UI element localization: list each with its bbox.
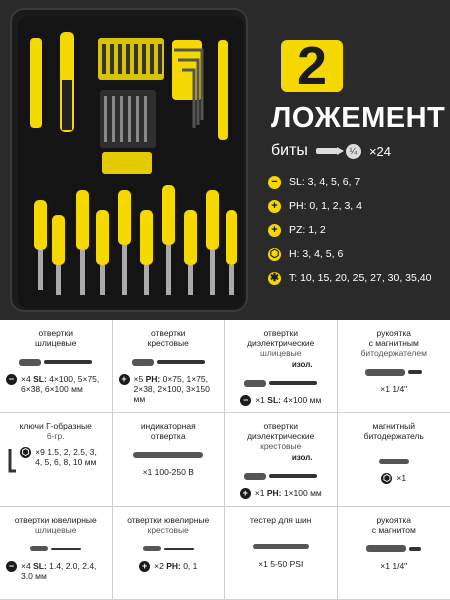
cell-title: тестер для шин	[249, 514, 312, 525]
qty: ×9	[35, 447, 45, 458]
spec-value: 1.5, 2, 2.5, 3, 4, 5, 6, 8, 10 мм	[35, 447, 97, 468]
spec-value: ×1 1/4"	[380, 384, 408, 394]
minus-icon: −	[240, 395, 251, 406]
cell-spec	[6, 374, 106, 394]
cell-spec	[119, 467, 219, 477]
handle-image	[344, 362, 445, 382]
cell-dielectric-phillips	[225, 413, 338, 506]
cell-title: индикаторная	[140, 421, 196, 432]
cell-magnetic-bit-handle	[338, 320, 450, 413]
tool-case-image	[10, 8, 248, 312]
cell-precision-phillips	[113, 507, 226, 600]
bit-type-text: PH: 0, 1, 2, 3, 4	[289, 200, 362, 212]
spec-value: 0, 1	[183, 560, 198, 571]
cell-title: рукоятка	[376, 328, 412, 338]
cell-subtitle: крестовые	[147, 524, 189, 535]
cell-title: ключи Г-образные	[19, 421, 92, 432]
cell-subtitle: шлицевые	[35, 524, 77, 535]
qty: ×4	[21, 560, 31, 571]
tool-case-illustration	[12, 10, 250, 314]
plus-icon: +	[268, 224, 281, 237]
bit-type-sl	[268, 176, 448, 189]
spec-value: ×1 1/4"	[380, 560, 408, 571]
cell-title: рукоятка	[376, 514, 412, 525]
cell-phillips-screwdrivers	[113, 320, 226, 413]
cell-title: с магнитом	[371, 524, 416, 535]
plus-icon: +	[240, 488, 251, 499]
cell-title: отвертки ювелирные	[127, 514, 210, 525]
cell-title: битодержатель	[363, 431, 424, 442]
spec-value: 1×100 мм	[283, 488, 322, 499]
spec-value: ×1 100-250 В	[142, 467, 194, 478]
bit-type-text: T: 10, 15, 20, 25, 27, 30, 35,40	[289, 272, 432, 284]
plus-icon: +	[268, 200, 281, 213]
section-number-badge: 2	[281, 40, 343, 92]
cell-spec	[231, 395, 331, 406]
spec-key: PH:	[266, 488, 282, 499]
screwdriver-image	[231, 373, 331, 393]
cell-spec	[6, 447, 106, 475]
insulated-label: изол.	[291, 360, 313, 369]
cell-title: отвертки	[38, 328, 73, 338]
cell-title: отвертки	[263, 421, 298, 432]
cell-tire-gauge	[225, 507, 338, 600]
cell-subtitle: 6-гр.	[46, 431, 65, 442]
spec-key: SL:	[267, 395, 281, 405]
spec-value: 4×100, 5×75, 6×38, 6×100 мм	[21, 374, 100, 394]
cell-spec	[6, 561, 106, 581]
bit-type-t	[268, 272, 448, 285]
precision-screwdriver-image	[119, 539, 219, 559]
bit-type-text: SL: 3, 4, 5, 6, 7	[289, 176, 361, 188]
cell-title: диэлектрические	[247, 338, 315, 348]
qty: ×1	[254, 488, 265, 499]
cell-title: отвертки	[263, 328, 298, 338]
section-title: ЛОЖЕМЕНТ	[271, 102, 446, 134]
cell-precision-slotted	[0, 507, 113, 600]
cell-title: магнитный	[372, 421, 416, 432]
cell-voltage-tester	[113, 413, 226, 506]
plus-icon: +	[139, 561, 150, 572]
cell-title: крестовые	[147, 338, 189, 348]
cell-spec	[231, 559, 331, 569]
spec-key: PH:	[145, 374, 161, 384]
minus-icon: −	[6, 561, 17, 572]
spec-key: SL:	[33, 374, 47, 384]
cell-subtitle: шлицевые	[260, 348, 302, 358]
cell-title: отвертка	[150, 431, 186, 442]
bit-types-list	[268, 176, 448, 296]
hex-shank-icon: ¼	[346, 144, 361, 159]
cell-spec	[119, 561, 219, 572]
cell-spec	[119, 374, 219, 404]
spec-value: 4×100 мм	[283, 395, 322, 405]
cell-title: диэлектрические	[247, 431, 315, 442]
contents-grid	[0, 320, 450, 600]
star-icon: ✱	[269, 272, 280, 284]
bits-summary	[271, 142, 391, 160]
minus-icon: −	[6, 374, 17, 385]
cell-magnetic-bit-holder	[338, 413, 450, 506]
cell-title: шлицевые	[35, 338, 77, 348]
bit-type-text: PZ: 1, 2	[289, 224, 326, 236]
cell-subtitle: крестовые	[260, 441, 302, 452]
bits-label: биты	[271, 142, 308, 159]
bit-holder-image	[344, 451, 445, 471]
cell-title: с магнитным	[368, 338, 419, 348]
spec-value: 1.4, 2.0, 2.4, 3.0 мм	[21, 560, 97, 581]
bit-type-pz	[268, 224, 448, 237]
hex-icon: ⬡	[21, 447, 30, 458]
screwdriver-image	[6, 352, 106, 372]
cell-magnetic-handle	[338, 507, 450, 600]
hex-icon: ⬡	[382, 473, 391, 484]
cell-dielectric-slotted	[225, 320, 338, 413]
cell-subtitle: битодержателем	[360, 348, 427, 358]
cell-title: отвертки	[151, 328, 186, 338]
cell-spec	[231, 488, 331, 499]
hex-key-image	[6, 447, 16, 475]
tester-image	[119, 445, 219, 465]
cell-spec	[344, 561, 445, 571]
bits-count: ×24	[368, 143, 391, 159]
plus-icon: +	[119, 374, 130, 385]
qty: ×2	[154, 560, 164, 571]
cell-spec	[344, 384, 445, 394]
cell-slotted-screwdrivers	[0, 320, 113, 413]
handle-image	[344, 539, 445, 559]
qty: ×5	[133, 374, 144, 384]
bit-icon	[316, 148, 338, 154]
bit-type-text: H: 3, 4, 5, 6	[289, 248, 344, 260]
spec-value: ×1 5-50 PSI	[258, 558, 304, 569]
minus-icon: −	[268, 176, 281, 189]
bit-type-h	[268, 248, 448, 261]
cell-title: отвертки ювелирные	[14, 514, 97, 525]
screwdriver-image	[119, 352, 219, 372]
cell-spec	[344, 473, 445, 484]
spec-value: 0×75, 1×75, 2×38, 2×100, 3×150 мм	[133, 374, 210, 404]
spec-key: PH:	[166, 560, 181, 571]
spec-key: SL:	[33, 560, 47, 571]
qty: ×1	[396, 473, 407, 484]
screwdriver-image	[231, 466, 331, 486]
qty: ×4	[21, 374, 31, 384]
insulated-label: изол.	[291, 453, 313, 463]
tire-gauge-image	[231, 537, 331, 557]
precision-screwdriver-image	[6, 539, 106, 559]
qty: ×1	[255, 395, 265, 405]
bit-type-ph	[268, 200, 448, 213]
cell-hex-keys	[0, 413, 113, 506]
hex-icon: ⬡	[269, 248, 280, 260]
